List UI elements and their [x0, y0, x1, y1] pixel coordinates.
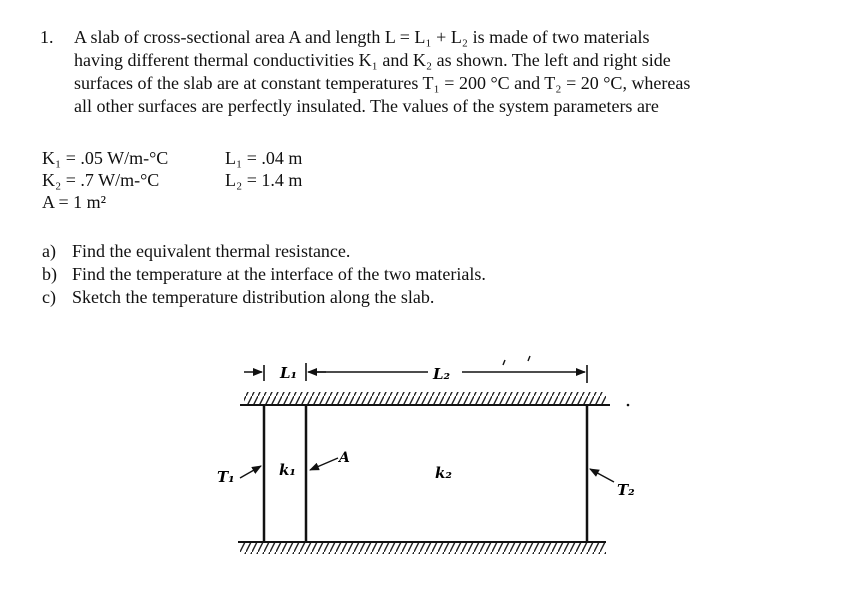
problem-line: surfaces of the slab are at constant temperatures T₁ = 200 °C and T₂ = 20 °C, whereas: [74, 73, 691, 93]
label-l2: L₂: [433, 365, 451, 383]
problem-line: all other surfaces are perfectly insulated. The values of the system parameters are: [74, 96, 659, 116]
param-area: A = 1 m²: [42, 192, 107, 212]
problem-line: A slab of cross-sectional area A and length L = L₁ + L₂ is made of two materials: [74, 27, 650, 47]
task-text: Find the equivalent thermal resistance.: [72, 241, 351, 261]
task-label: a): [42, 241, 56, 261]
label-t2: T₂: [617, 481, 635, 499]
a-arrow: [310, 458, 338, 470]
label-l1: L₁: [280, 364, 298, 382]
problem-number: 1.: [40, 27, 54, 47]
t2-arrow: [590, 469, 614, 482]
problem-line: having different thermal conductivities K₁ and K₂ as shown. The left and right side: [74, 50, 671, 70]
task-label: c): [42, 287, 56, 307]
t1-arrow: [240, 466, 261, 478]
param-l1: L₁ = .04 m: [225, 148, 303, 168]
stray-dot: [627, 404, 630, 407]
param-k1: K₁ = .05 W/m-°C: [42, 148, 169, 168]
param-l2: L₂ = 1.4 m: [225, 170, 303, 190]
param-k2: K₂ = .7 W/m-°C: [42, 170, 160, 190]
task-text: Sketch the temperature distribution along the slab.: [72, 287, 435, 307]
label-t1: T₁: [217, 468, 235, 486]
label-k2: k₂: [435, 464, 452, 482]
bottom-insulation-hatch: [240, 542, 606, 554]
label-a: A: [339, 450, 350, 466]
top-insulation-hatch: [244, 392, 606, 405]
label-k1: k₁: [279, 461, 296, 479]
task-label: b): [42, 264, 57, 284]
task-text: Find the temperature at the interface of the two materials.: [72, 264, 486, 284]
dim-l2-stroke: [503, 360, 505, 365]
dim-l2-stroke: [528, 356, 530, 361]
